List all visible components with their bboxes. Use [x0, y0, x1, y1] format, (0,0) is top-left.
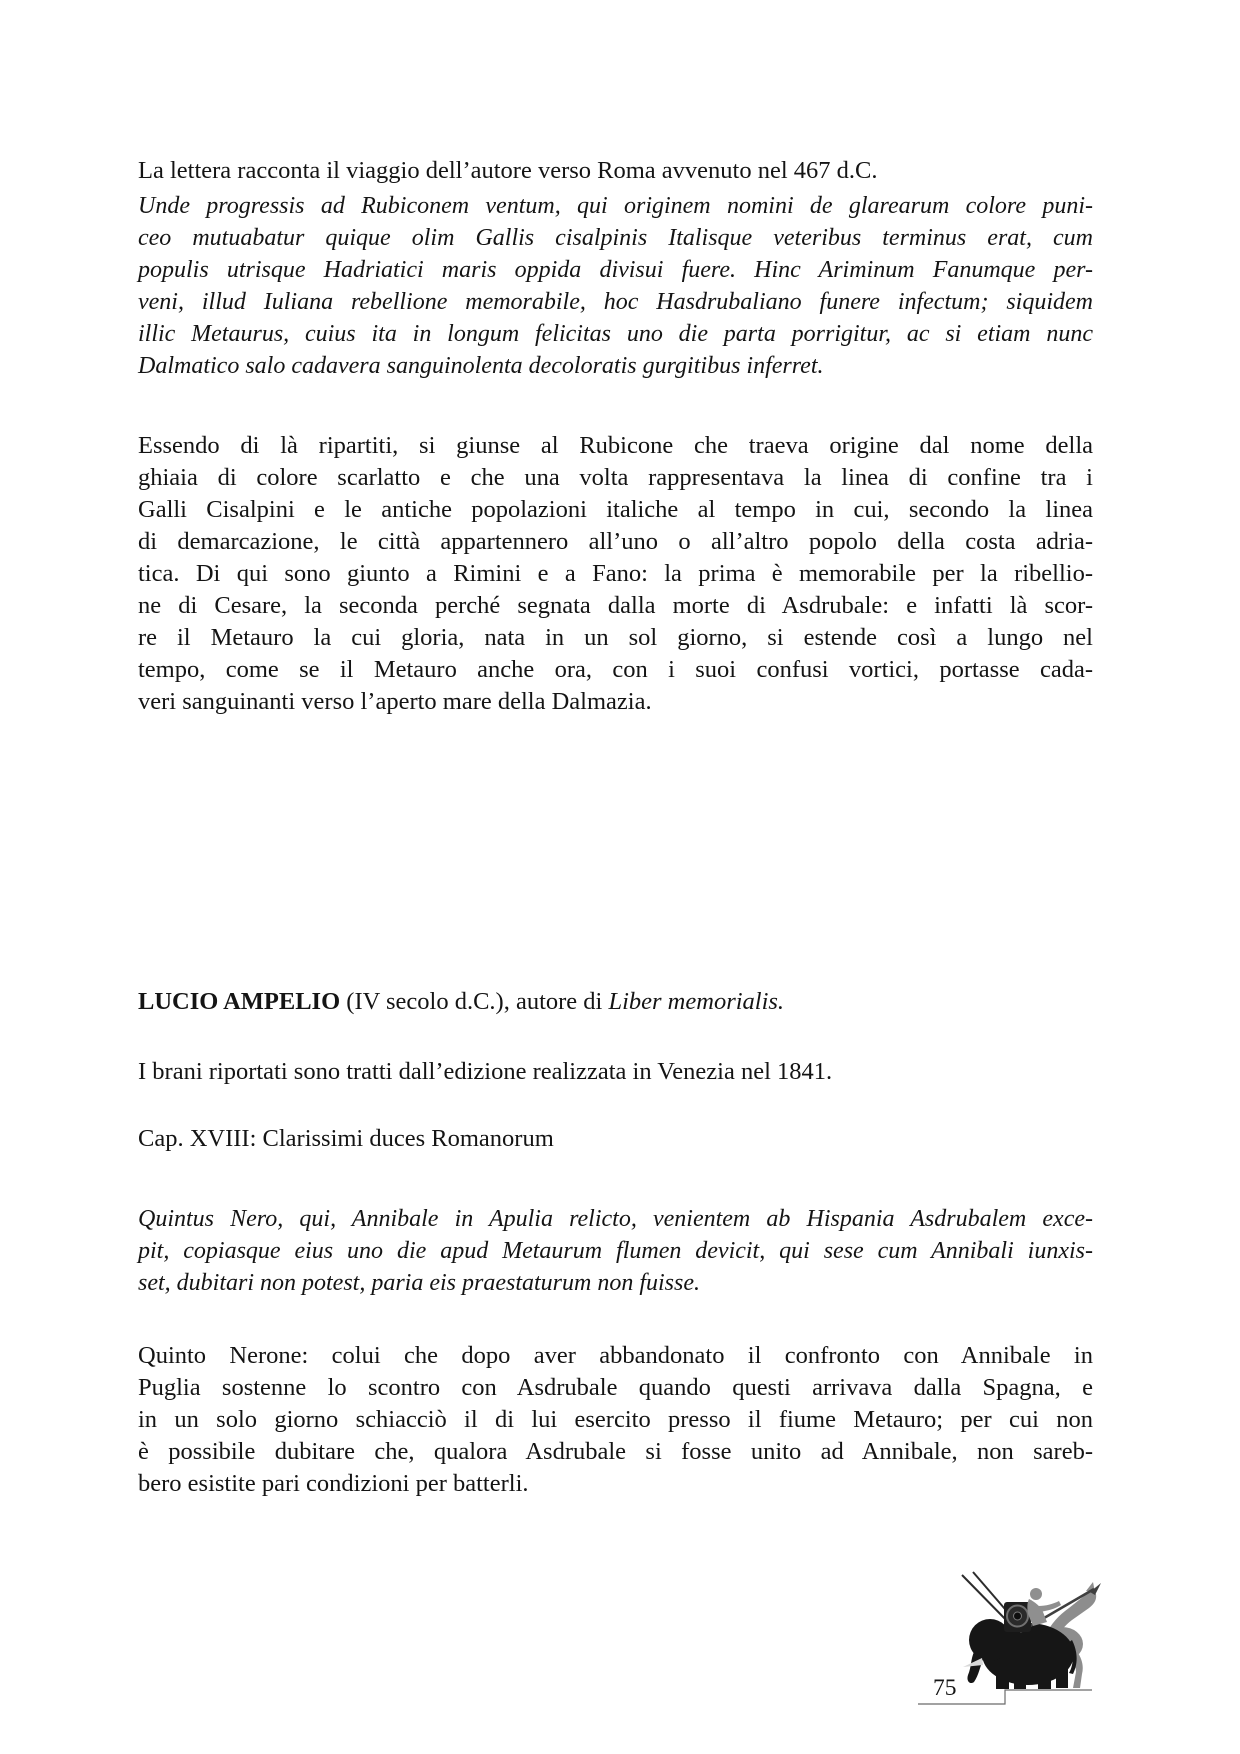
- text-line: pit, copiasque eius uno die apud Metaurum flumen devicit, qui sese cum Annibali iunxis-: [138, 1238, 1093, 1264]
- author-details: (IV secolo d.C.), autore di: [340, 988, 609, 1015]
- text-line: set, dubitari non potest, paria eis praestaturum non fuisse.: [138, 1270, 701, 1296]
- latin-quote-1: [138, 190, 1093, 382]
- text-line: Quinto Nerone: colui che dopo aver abbandonato il confronto con Annibale in: [138, 1342, 1093, 1369]
- intro-paragraph: [138, 155, 1093, 187]
- text-line: populis utrisque Hadriatici maris oppida divisui fuere. Hinc Ariminum Fanumque per-: [138, 257, 1093, 283]
- author-name: LUCIO AMPELIO: [138, 988, 341, 1015]
- text-line: Essendo di là ripartiti, si giunse al Rubicone che traeva origine dal nome della: [138, 432, 1093, 459]
- text-line: veni, illud Iuliana rebellione memorabile, hoc Hasdrubaliano funere infectum; siquidem: [138, 289, 1093, 315]
- text-line: [138, 986, 1093, 1018]
- text-line: ghiaia di colore scarlatto e che una volta rappresentava la linea di confine tra i: [138, 464, 1093, 491]
- text-line: ceo mutuabatur quique olim Gallis cisalpinis Italisque veteribus terminus erat, cum: [138, 225, 1093, 251]
- edition-note: [138, 1056, 1093, 1088]
- howdah-shield: [1004, 1602, 1031, 1632]
- text-line: Galli Cisalpini e le antiche popolazioni italiche al tempo in cui, secondo la linea: [138, 496, 1093, 523]
- chapter-heading: [138, 1123, 1093, 1155]
- author-heading: [138, 986, 1093, 1018]
- text-line: La lettera racconta il viaggio dell’autore verso Roma avvenuto nel 467 d.C.: [138, 157, 878, 184]
- text-line: tempo, come se il Metauro anche ora, con i suoi confusi vortici, portasse cada-: [138, 656, 1093, 683]
- text-line: veri sanguinanti verso l’aperto mare della Dalmazia.: [138, 688, 652, 715]
- text-line: Puglia sostenne lo scontro con Asdrubale quando questi arrivava dalla Spagna, e: [138, 1374, 1093, 1401]
- italian-translation-1: [138, 430, 1093, 718]
- text-line: Quintus Nero, qui, Annibale in Apulia relicto, venientem ab Hispania Asdrubalem exce-: [138, 1206, 1093, 1232]
- text-line: I brani riportati sono tratti dall’edizione realizzata in Venezia nel 1841.: [138, 1058, 833, 1085]
- text-line: Cap. XVIII: Clarissimi duces Romanorum: [138, 1125, 554, 1152]
- text-line: tica. Di qui sono giunto a Rimini e a Fano: la prima è memorabile per la ribellio-: [138, 560, 1093, 587]
- text-line: di demarcazione, le città appartennero all’uno o all’altro popolo della costa adria-: [138, 528, 1093, 555]
- text-line: è possibile dubitare che, qualora Asdrubale si fosse unito ad Annibale, non sareb-: [138, 1438, 1093, 1465]
- work-title: Liber memorialis.: [608, 988, 785, 1015]
- text-line: re il Metauro la cui gloria, nata in un sol giorno, si estende così a lungo nel: [138, 624, 1093, 651]
- italian-translation-2: [138, 1340, 1093, 1500]
- text-line: bero esistite pari condizioni per batterli.: [138, 1470, 529, 1497]
- text-line: illic Metaurus, cuius ita in longum felicitas uno die parta porrigitur, ac si etiam nunc: [138, 321, 1093, 347]
- text-line: ne di Cesare, la seconda perché segnata dalla morte di Asdrubale: e infatti là scor-: [138, 592, 1093, 619]
- text-line: in un solo giorno schiacciò il di lui esercito presso il fiume Metauro; per cui non: [138, 1406, 1093, 1433]
- text-line: Unde progressis ad Rubiconem ventum, qui originem nomini de glarearum colore puni-: [138, 193, 1093, 219]
- latin-quote-2: [138, 1203, 1093, 1299]
- text-line: Dalmatico salo cadavera sanguinolenta decoloratis gurgitibus inferret.: [138, 353, 824, 379]
- page-number: 75: [933, 1675, 957, 1701]
